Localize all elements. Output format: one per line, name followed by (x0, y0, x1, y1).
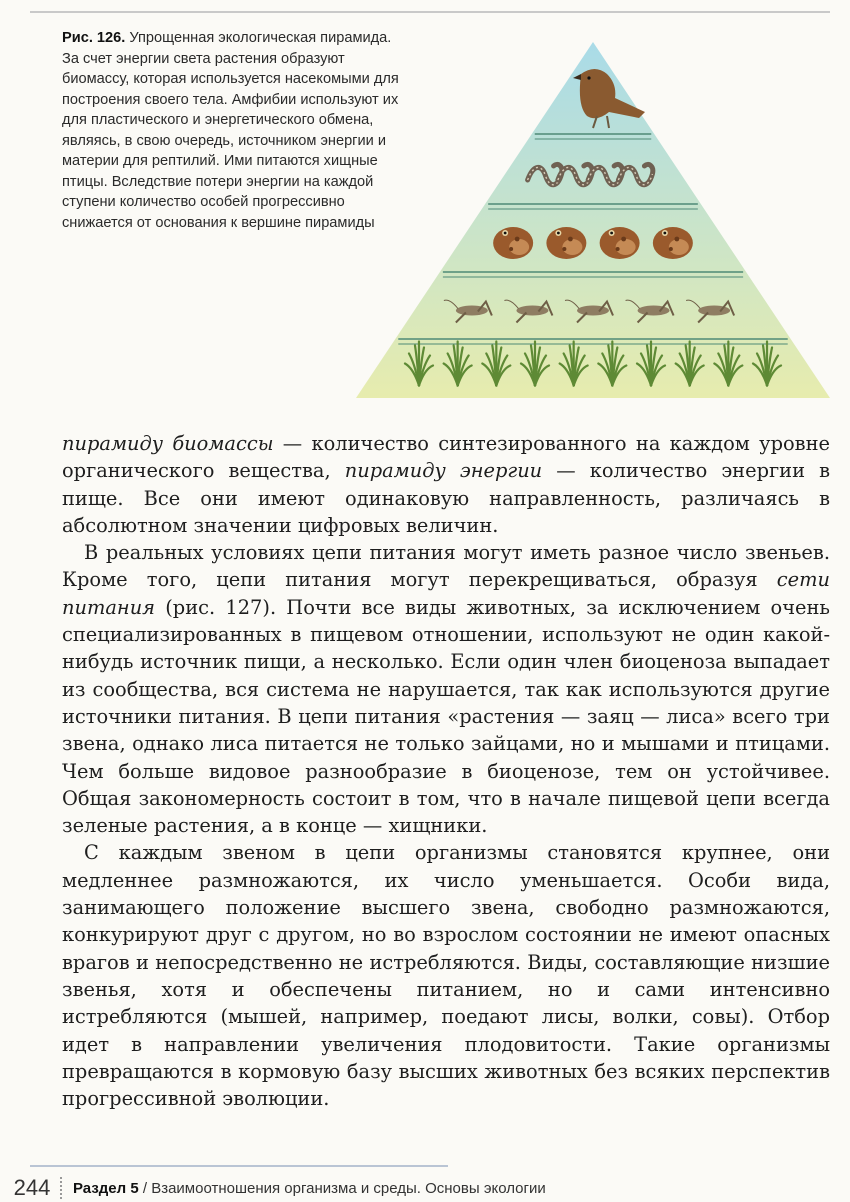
main-text (62, 430, 830, 1112)
running-title (73, 1180, 546, 1197)
term-energy-pyramid: пирамиду энергии (344, 459, 543, 483)
toad-icon (600, 227, 640, 259)
section-label: Раздел 5 (73, 1179, 139, 1197)
paragraph-2 (62, 539, 830, 839)
footer-separator (60, 1177, 63, 1199)
paragraph-2-text-a: В реальных условиях цепи питания могут иметь разное число звеньев. Кроме того, цепи питания могут перекрещиваться, образуя (62, 541, 830, 592)
term-biomass-pyramid: пирамиду биомассы (62, 432, 274, 455)
page-footer (4, 1174, 546, 1202)
top-rule (30, 11, 830, 13)
paragraph-1 (62, 430, 830, 539)
footer-rule (30, 1165, 448, 1167)
section-title: / Взаимоотношения организма и среды. Основы экологии (138, 1179, 546, 1197)
toad-icon (546, 227, 586, 259)
ecological-pyramid (356, 42, 830, 398)
page-number: 244 (13, 1175, 51, 1200)
toad-icon (653, 227, 693, 259)
paragraph-3: С каждым звеном в цепи организмы становятся крупнее, они медленнее размножаются, их число уменьшается. Особи вида, занимающего положение высшего звена, свободно размножаются, конкурируют друг с другом, но во взрослом состоянии не имеют опасных врагов и непосредственно не истребляются. Виды, составляющие низшие звенья, хотя и обеспечены питанием, но и сами интенсивно истребляются (мышей, например, поедают лисы, волки, совы). Отбор идет в направлении увеличения плодовитости. Такие организмы превращаются в кормовую базу высших животных без всяких перспектив прогрессивной эволюции. (62, 841, 830, 1111)
paragraph-1-text-a: — количество синтезированного на каждом уровне органического вещества, (62, 432, 830, 483)
figure-label: Рис. 126. (62, 30, 126, 46)
term-food-web: сети питания (62, 568, 830, 619)
figure-caption-text: Упрощенная экологическая пирамида. За счет энергии света растения образуют биомассу, которая используется насекомыми для построения своего тела. Амфибии используют их для пластического и энергетического обмена, являясь, в свою очередь, источником энергии и материи для рептилий. Ими питаются хищные птицы. Вследствие потери энергии на каждой ступени количество особей прогрессивно снижается от основания к вершине пирамиды (62, 30, 399, 231)
paragraph-2-text-b: (рис. 127). Почти все виды животных, за исключением очень специализированных в пищевом отношении, используют не один какой-нибудь источник пищи, а несколько. Если один член биоценоза выпадает из сообщества, вся система не нарушается, так как используются другие источники питания. В цепи питания «растения — заяц — лиса» всего три звена, однако лиса питается не только зайцами, но и мышами и птицами. Чем больше видовое разнообразие в биоценозе, тем он устойчивее. Общая закономерность состоит в том, что в начале пищевой цепи всегда зеленые растения, а в конце — хищники. (62, 595, 830, 838)
paragraph-1-text-b: — количество энергии в пище. Все они имеют одинаковую направленность, различаясь в абсолютном значении цифровых величин. (62, 459, 830, 537)
toad-icon (493, 227, 533, 259)
